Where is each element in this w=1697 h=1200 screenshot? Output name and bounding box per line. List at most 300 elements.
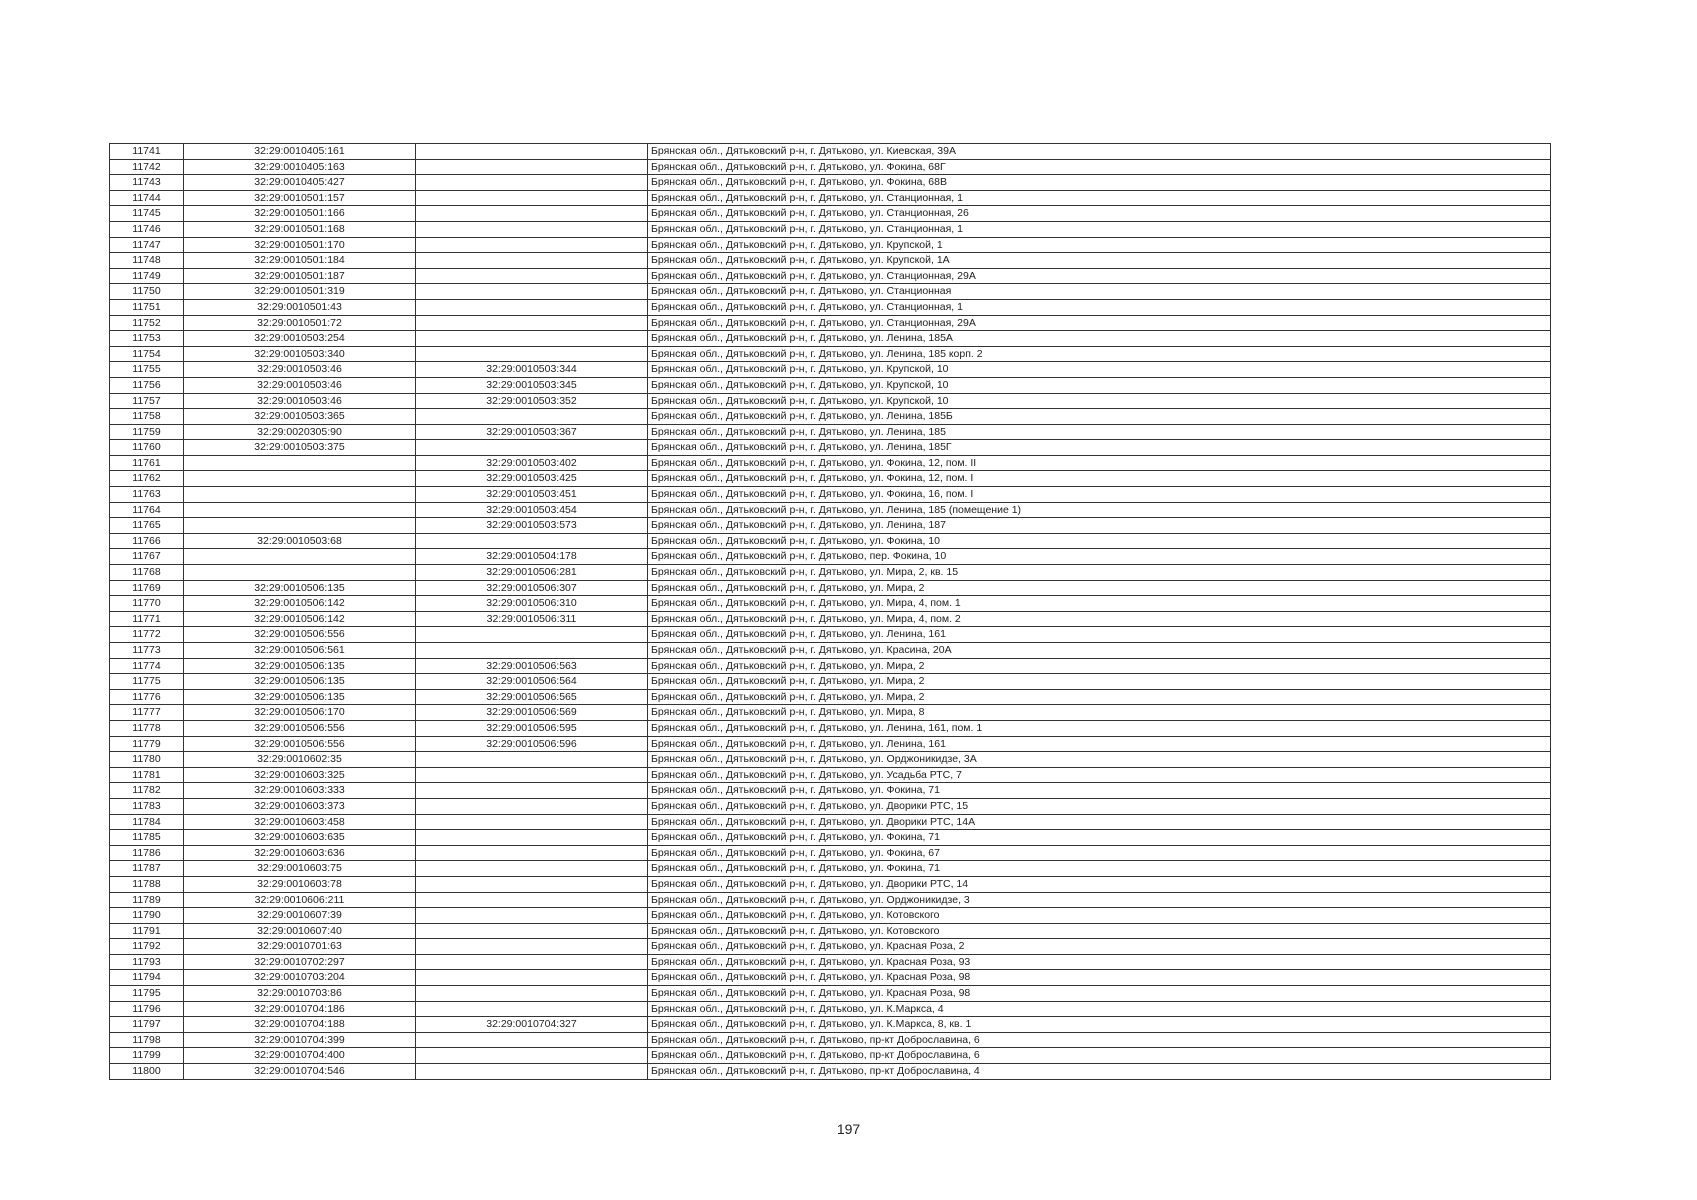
- table-row: [110, 954, 1551, 970]
- table-row: [110, 830, 1551, 846]
- row-number-cell: 11769: [110, 580, 184, 596]
- related-cadastral-number-cell: [416, 1048, 648, 1064]
- table-row: [110, 908, 1551, 924]
- row-number-cell: 11794: [110, 970, 184, 986]
- address-cell: Брянская обл., Дятьковский р-н, г. Дятьково, ул. Красина, 20А: [648, 643, 1551, 659]
- cadastral-number-cell: 32:29:0010702:297: [184, 954, 416, 970]
- row-number-cell: 11797: [110, 1017, 184, 1033]
- address-cell: Брянская обл., Дятьковский р-н, г. Дятьково, ул. Ленина, 161: [648, 736, 1551, 752]
- cadastral-number-cell: [184, 487, 416, 503]
- related-cadastral-number-cell: [416, 752, 648, 768]
- table-row: [110, 892, 1551, 908]
- address-cell: Брянская обл., Дятьковский р-н, г. Дятьково, ул. Ленина, 187: [648, 518, 1551, 534]
- cadastral-number-cell: [184, 565, 416, 581]
- table-row: [110, 876, 1551, 892]
- table-row: [110, 377, 1551, 393]
- cadastral-number-cell: 32:29:0010501:184: [184, 253, 416, 269]
- address-cell: Брянская обл., Дятьковский р-н, г. Дятьково, ул. Фокина, 71: [648, 783, 1551, 799]
- related-cadastral-number-cell: 32:29:0010503:573: [416, 518, 648, 534]
- related-cadastral-number-cell: [416, 409, 648, 425]
- address-cell: Брянская обл., Дятьковский р-н, г. Дятьково, ул. Фокина, 12, пом. I: [648, 471, 1551, 487]
- related-cadastral-number-cell: 32:29:0010503:451: [416, 487, 648, 503]
- address-cell: Брянская обл., Дятьковский р-н, г. Дятьково, пер. Фокина, 10: [648, 549, 1551, 565]
- row-number-cell: 11741: [110, 144, 184, 160]
- related-cadastral-number-cell: [416, 1001, 648, 1017]
- row-number-cell: 11783: [110, 798, 184, 814]
- address-cell: Брянская обл., Дятьковский р-н, г. Дятьково, ул. Станционная, 1: [648, 190, 1551, 206]
- cadastral-number-cell: 32:29:0010704:400: [184, 1048, 416, 1064]
- cadastral-number-cell: 32:29:0010506:142: [184, 596, 416, 612]
- table-row: [110, 299, 1551, 315]
- row-number-cell: 11792: [110, 939, 184, 955]
- related-cadastral-number-cell: [416, 783, 648, 799]
- cadastral-number-cell: 32:29:0010501:168: [184, 221, 416, 237]
- cadastral-number-cell: 32:29:0010503:365: [184, 409, 416, 425]
- table-row: [110, 331, 1551, 347]
- row-number-cell: 11750: [110, 284, 184, 300]
- table-row: [110, 221, 1551, 237]
- row-number-cell: 11743: [110, 175, 184, 191]
- table-row: [110, 315, 1551, 331]
- row-number-cell: 11796: [110, 1001, 184, 1017]
- address-cell: Брянская обл., Дятьковский р-н, г. Дятьково, пр-кт Доброславина, 6: [648, 1032, 1551, 1048]
- address-cell: Брянская обл., Дятьковский р-н, г. Дятьково, ул. Фокина, 10: [648, 533, 1551, 549]
- cadastral-number-cell: 32:29:0010602:35: [184, 752, 416, 768]
- cadastral-number-cell: 32:29:0010506:556: [184, 720, 416, 736]
- address-cell: Брянская обл., Дятьковский р-н, г. Дятьково, ул. Крупской, 10: [648, 377, 1551, 393]
- table-row: [110, 206, 1551, 222]
- table-row: [110, 783, 1551, 799]
- cadastral-number-cell: 32:29:0010603:458: [184, 814, 416, 830]
- address-cell: Брянская обл., Дятьковский р-н, г. Дятьково, ул. Мира, 8: [648, 705, 1551, 721]
- related-cadastral-number-cell: [416, 908, 648, 924]
- cadastral-number-cell: 32:29:0010603:78: [184, 876, 416, 892]
- related-cadastral-number-cell: 32:29:0010506:596: [416, 736, 648, 752]
- address-cell: Брянская обл., Дятьковский р-н, г. Дятьково, ул. Фокина, 68В: [648, 175, 1551, 191]
- cadastral-number-cell: 32:29:0010501:72: [184, 315, 416, 331]
- cadastral-number-cell: [184, 549, 416, 565]
- table-row: [110, 268, 1551, 284]
- address-cell: Брянская обл., Дятьковский р-н, г. Дятьково, ул. Фокина, 12, пом. II: [648, 455, 1551, 471]
- table-row: [110, 518, 1551, 534]
- cadastral-number-cell: 32:29:0010506:135: [184, 658, 416, 674]
- related-cadastral-number-cell: [416, 175, 648, 191]
- address-cell: Брянская обл., Дятьковский р-н, г. Дятьково, ул. Красная Роза, 93: [648, 954, 1551, 970]
- related-cadastral-number-cell: [416, 299, 648, 315]
- address-cell: Брянская обл., Дятьковский р-н, г. Дятьково, ул. Мира, 2: [648, 689, 1551, 705]
- address-cell: Брянская обл., Дятьковский р-н, г. Дятьково, ул. Киевская, 39А: [648, 144, 1551, 160]
- table-row: [110, 627, 1551, 643]
- row-number-cell: 11756: [110, 377, 184, 393]
- table-row: [110, 362, 1551, 378]
- cadastral-number-cell: [184, 471, 416, 487]
- related-cadastral-number-cell: [416, 190, 648, 206]
- address-cell: Брянская обл., Дятьковский р-н, г. Дятьково, ул. Мира, 2: [648, 658, 1551, 674]
- related-cadastral-number-cell: 32:29:0010506:569: [416, 705, 648, 721]
- address-cell: Брянская обл., Дятьковский р-н, г. Дятьково, ул. Красная Роза, 98: [648, 986, 1551, 1002]
- related-cadastral-number-cell: [416, 253, 648, 269]
- related-cadastral-number-cell: [416, 970, 648, 986]
- related-cadastral-number-cell: [416, 830, 648, 846]
- related-cadastral-number-cell: [416, 861, 648, 877]
- row-number-cell: 11745: [110, 206, 184, 222]
- table-row: [110, 1001, 1551, 1017]
- address-cell: Брянская обл., Дятьковский р-н, г. Дятьково, ул. Фокина, 16, пом. I: [648, 487, 1551, 503]
- table-row: [110, 845, 1551, 861]
- cadastral-number-cell: 32:29:0010506:561: [184, 643, 416, 659]
- row-number-cell: 11781: [110, 767, 184, 783]
- cadastral-number-cell: 32:29:0010603:333: [184, 783, 416, 799]
- cadastral-number-cell: 32:29:0010506:135: [184, 689, 416, 705]
- page-number: 197: [836, 1121, 861, 1137]
- cadastral-number-cell: 32:29:0010405:163: [184, 159, 416, 175]
- table-row: [110, 705, 1551, 721]
- related-cadastral-number-cell: [416, 643, 648, 659]
- address-cell: Брянская обл., Дятьковский р-н, г. Дятьково, ул. Дворики РТС, 15: [648, 798, 1551, 814]
- address-cell: Брянская обл., Дятьковский р-н, г. Дятьково, ул. Орджоникидзе, 3: [648, 892, 1551, 908]
- cadastral-number-cell: 32:29:0010704:399: [184, 1032, 416, 1048]
- related-cadastral-number-cell: [416, 533, 648, 549]
- address-cell: Брянская обл., Дятьковский р-н, г. Дятьково, ул. Красная Роза, 98: [648, 970, 1551, 986]
- address-cell: Брянская обл., Дятьковский р-н, г. Дятьково, ул. Ленина, 185 корп. 2: [648, 346, 1551, 362]
- cadastral-number-cell: 32:29:0010503:46: [184, 377, 416, 393]
- address-cell: Брянская обл., Дятьковский р-н, г. Дятьково, пр-кт Доброславина, 6: [648, 1048, 1551, 1064]
- row-number-cell: 11774: [110, 658, 184, 674]
- cadastral-number-cell: 32:29:0010506:556: [184, 736, 416, 752]
- row-number-cell: 11799: [110, 1048, 184, 1064]
- address-cell: Брянская обл., Дятьковский р-н, г. Дятьково, ул. Станционная: [648, 284, 1551, 300]
- related-cadastral-number-cell: 32:29:0010506:307: [416, 580, 648, 596]
- table-row: [110, 674, 1551, 690]
- related-cadastral-number-cell: 32:29:0010503:344: [416, 362, 648, 378]
- address-cell: Брянская обл., Дятьковский р-н, г. Дятьково, ул. Фокина, 71: [648, 830, 1551, 846]
- cadastral-number-cell: 32:29:0010607:40: [184, 923, 416, 939]
- table-row: [110, 814, 1551, 830]
- row-number-cell: 11766: [110, 533, 184, 549]
- cadastral-number-cell: 32:29:0010704:186: [184, 1001, 416, 1017]
- table-row: [110, 923, 1551, 939]
- address-cell: Брянская обл., Дятьковский р-н, г. Дятьково, ул. К.Маркса, 4: [648, 1001, 1551, 1017]
- row-number-cell: 11754: [110, 346, 184, 362]
- address-cell: Брянская обл., Дятьковский р-н, г. Дятьково, ул. Ленина, 185А: [648, 331, 1551, 347]
- row-number-cell: 11795: [110, 986, 184, 1002]
- cadastral-number-cell: 32:29:0010501:43: [184, 299, 416, 315]
- table-row: [110, 611, 1551, 627]
- related-cadastral-number-cell: [416, 767, 648, 783]
- row-number-cell: 11753: [110, 331, 184, 347]
- related-cadastral-number-cell: 32:29:0010503:345: [416, 377, 648, 393]
- related-cadastral-number-cell: [416, 845, 648, 861]
- table-row: [110, 986, 1551, 1002]
- cadastral-number-cell: 32:29:0010503:46: [184, 362, 416, 378]
- row-number-cell: 11777: [110, 705, 184, 721]
- table-row: [110, 549, 1551, 565]
- related-cadastral-number-cell: [416, 346, 648, 362]
- row-number-cell: 11759: [110, 424, 184, 440]
- row-number-cell: 11786: [110, 845, 184, 861]
- table-row: [110, 502, 1551, 518]
- row-number-cell: 11747: [110, 237, 184, 253]
- row-number-cell: 11748: [110, 253, 184, 269]
- related-cadastral-number-cell: [416, 939, 648, 955]
- cadastral-number-cell: 32:29:0010506:556: [184, 627, 416, 643]
- address-cell: Брянская обл., Дятьковский р-н, г. Дятьково, ул. Станционная, 26: [648, 206, 1551, 222]
- table-row: [110, 658, 1551, 674]
- row-number-cell: 11800: [110, 1064, 184, 1080]
- cadastral-number-cell: 32:29:0010704:188: [184, 1017, 416, 1033]
- table-row: [110, 798, 1551, 814]
- cadastral-number-cell: 32:29:0010501:170: [184, 237, 416, 253]
- related-cadastral-number-cell: 32:29:0010506:565: [416, 689, 648, 705]
- related-cadastral-number-cell: 32:29:0010503:367: [416, 424, 648, 440]
- related-cadastral-number-cell: 32:29:0010506:595: [416, 720, 648, 736]
- related-cadastral-number-cell: [416, 627, 648, 643]
- cadastral-number-cell: [184, 518, 416, 534]
- related-cadastral-number-cell: 32:29:0010503:425: [416, 471, 648, 487]
- row-number-cell: 11787: [110, 861, 184, 877]
- table-row: [110, 455, 1551, 471]
- register-table-body: [110, 144, 1551, 1080]
- cadastral-number-cell: 32:29:0010603:636: [184, 845, 416, 861]
- table-row: [110, 440, 1551, 456]
- row-number-cell: 11773: [110, 643, 184, 659]
- table-row: [110, 409, 1551, 425]
- row-number-cell: 11749: [110, 268, 184, 284]
- cadastral-number-cell: 32:29:0010501:187: [184, 268, 416, 284]
- address-cell: Брянская обл., Дятьковский р-н, г. Дятьково, ул. К.Маркса, 8, кв. 1: [648, 1017, 1551, 1033]
- related-cadastral-number-cell: [416, 814, 648, 830]
- table-row: [110, 471, 1551, 487]
- cadastral-number-cell: 32:29:0010506:135: [184, 674, 416, 690]
- cadastral-number-cell: 32:29:0010503:375: [184, 440, 416, 456]
- related-cadastral-number-cell: [416, 1032, 648, 1048]
- address-cell: Брянская обл., Дятьковский р-н, г. Дятьково, ул. Станционная, 1: [648, 221, 1551, 237]
- cadastral-number-cell: 32:29:0010607:39: [184, 908, 416, 924]
- cadastral-number-cell: 32:29:0010603:635: [184, 830, 416, 846]
- table-row: [110, 393, 1551, 409]
- row-number-cell: 11757: [110, 393, 184, 409]
- row-number-cell: 11767: [110, 549, 184, 565]
- related-cadastral-number-cell: [416, 237, 648, 253]
- table-row: [110, 1032, 1551, 1048]
- related-cadastral-number-cell: [416, 331, 648, 347]
- row-number-cell: 11772: [110, 627, 184, 643]
- table-row: [110, 580, 1551, 596]
- related-cadastral-number-cell: [416, 221, 648, 237]
- row-number-cell: 11791: [110, 923, 184, 939]
- row-number-cell: 11798: [110, 1032, 184, 1048]
- address-cell: Брянская обл., Дятьковский р-н, г. Дятьково, ул. Крупской, 1А: [648, 253, 1551, 269]
- address-cell: Брянская обл., Дятьковский р-н, г. Дятьково, пр-кт Доброславина, 4: [648, 1064, 1551, 1080]
- row-number-cell: 11755: [110, 362, 184, 378]
- table-row: [110, 175, 1551, 191]
- row-number-cell: 11782: [110, 783, 184, 799]
- table-row: [110, 190, 1551, 206]
- row-number-cell: 11778: [110, 720, 184, 736]
- address-cell: Брянская обл., Дятьковский р-н, г. Дятьково, ул. Фокина, 67: [648, 845, 1551, 861]
- related-cadastral-number-cell: 32:29:0010506:311: [416, 611, 648, 627]
- table-row: [110, 144, 1551, 160]
- address-cell: Брянская обл., Дятьковский р-н, г. Дятьково, ул. Орджоникидзе, 3А: [648, 752, 1551, 768]
- address-cell: Брянская обл., Дятьковский р-н, г. Дятьково, ул. Мира, 2: [648, 580, 1551, 596]
- address-cell: Брянская обл., Дятьковский р-н, г. Дятьково, ул. Ленина, 161, пом. 1: [648, 720, 1551, 736]
- address-cell: Брянская обл., Дятьковский р-н, г. Дятьково, ул. Мира, 4, пом. 1: [648, 596, 1551, 612]
- address-cell: Брянская обл., Дятьковский р-н, г. Дятьково, ул. Красная Роза, 2: [648, 939, 1551, 955]
- table-row: [110, 736, 1551, 752]
- related-cadastral-number-cell: [416, 159, 648, 175]
- related-cadastral-number-cell: 32:29:0010704:327: [416, 1017, 648, 1033]
- related-cadastral-number-cell: 32:29:0010506:310: [416, 596, 648, 612]
- table-row: [110, 533, 1551, 549]
- register-table: [109, 143, 1551, 1080]
- row-number-cell: 11744: [110, 190, 184, 206]
- address-cell: Брянская обл., Дятьковский р-н, г. Дятьково, ул. Котовского: [648, 908, 1551, 924]
- table-row: [110, 237, 1551, 253]
- row-number-cell: 11762: [110, 471, 184, 487]
- row-number-cell: 11764: [110, 502, 184, 518]
- row-number-cell: 11763: [110, 487, 184, 503]
- row-number-cell: 11765: [110, 518, 184, 534]
- related-cadastral-number-cell: [416, 876, 648, 892]
- row-number-cell: 11785: [110, 830, 184, 846]
- related-cadastral-number-cell: [416, 1064, 648, 1080]
- address-cell: Брянская обл., Дятьковский р-н, г. Дятьково, ул. Ленина, 185: [648, 424, 1551, 440]
- cadastral-number-cell: 32:29:0010703:204: [184, 970, 416, 986]
- cadastral-number-cell: 32:29:0010703:86: [184, 986, 416, 1002]
- table-row: [110, 861, 1551, 877]
- address-cell: Брянская обл., Дятьковский р-н, г. Дятьково, ул. Дворики РТС, 14А: [648, 814, 1551, 830]
- table-row: [110, 346, 1551, 362]
- address-cell: Брянская обл., Дятьковский р-н, г. Дятьково, ул. Мира, 4, пом. 2: [648, 611, 1551, 627]
- row-number-cell: 11790: [110, 908, 184, 924]
- address-cell: Брянская обл., Дятьковский р-н, г. Дятьково, ул. Ленина, 185Б: [648, 409, 1551, 425]
- cadastral-number-cell: [184, 455, 416, 471]
- cadastral-number-cell: 32:29:0010506:135: [184, 580, 416, 596]
- address-cell: Брянская обл., Дятьковский р-н, г. Дятьково, ул. Дворики РТС, 14: [648, 876, 1551, 892]
- table-row: [110, 487, 1551, 503]
- row-number-cell: 11768: [110, 565, 184, 581]
- cadastral-number-cell: 32:29:0010606:211: [184, 892, 416, 908]
- address-cell: Брянская обл., Дятьковский р-н, г. Дятьково, ул. Станционная, 29А: [648, 268, 1551, 284]
- address-cell: Брянская обл., Дятьковский р-н, г. Дятьково, ул. Крупской, 1: [648, 237, 1551, 253]
- row-number-cell: 11771: [110, 611, 184, 627]
- cadastral-number-cell: 32:29:0010603:373: [184, 798, 416, 814]
- related-cadastral-number-cell: [416, 892, 648, 908]
- cadastral-number-cell: 32:29:0010501:157: [184, 190, 416, 206]
- row-number-cell: 11752: [110, 315, 184, 331]
- related-cadastral-number-cell: 32:29:0010504:178: [416, 549, 648, 565]
- cadastral-number-cell: 32:29:0010603:325: [184, 767, 416, 783]
- row-number-cell: 11758: [110, 409, 184, 425]
- related-cadastral-number-cell: [416, 954, 648, 970]
- cadastral-number-cell: 32:29:0020305:90: [184, 424, 416, 440]
- address-cell: Брянская обл., Дятьковский р-н, г. Дятьково, ул. Мира, 2: [648, 674, 1551, 690]
- cadastral-number-cell: [184, 502, 416, 518]
- cadastral-number-cell: 32:29:0010603:75: [184, 861, 416, 877]
- table-row: [110, 970, 1551, 986]
- table-row: [110, 767, 1551, 783]
- table-row: [110, 424, 1551, 440]
- cadastral-number-cell: 32:29:0010405:161: [184, 144, 416, 160]
- cadastral-number-cell: 32:29:0010701:63: [184, 939, 416, 955]
- table-row: [110, 565, 1551, 581]
- cadastral-number-cell: 32:29:0010405:427: [184, 175, 416, 191]
- related-cadastral-number-cell: [416, 798, 648, 814]
- row-number-cell: 11775: [110, 674, 184, 690]
- table-row: [110, 643, 1551, 659]
- row-number-cell: 11779: [110, 736, 184, 752]
- address-cell: Брянская обл., Дятьковский р-н, г. Дятьково, ул. Мира, 2, кв. 15: [648, 565, 1551, 581]
- table-row: [110, 752, 1551, 768]
- table-row: [110, 284, 1551, 300]
- table-row: [110, 159, 1551, 175]
- row-number-cell: 11780: [110, 752, 184, 768]
- related-cadastral-number-cell: [416, 986, 648, 1002]
- address-cell: Брянская обл., Дятьковский р-н, г. Дятьково, ул. Станционная, 1: [648, 299, 1551, 315]
- table-row: [110, 1048, 1551, 1064]
- table-row: [110, 1017, 1551, 1033]
- row-number-cell: 11793: [110, 954, 184, 970]
- related-cadastral-number-cell: [416, 144, 648, 160]
- table-row: [110, 1064, 1551, 1080]
- row-number-cell: 11788: [110, 876, 184, 892]
- table-row: [110, 939, 1551, 955]
- row-number-cell: 11789: [110, 892, 184, 908]
- table-row: [110, 720, 1551, 736]
- cadastral-number-cell: 32:29:0010501:319: [184, 284, 416, 300]
- address-cell: Брянская обл., Дятьковский р-н, г. Дятьково, ул. Фокина, 68Г: [648, 159, 1551, 175]
- address-cell: Брянская обл., Дятьковский р-н, г. Дятьково, ул. Станционная, 29А: [648, 315, 1551, 331]
- cadastral-number-cell: 32:29:0010503:68: [184, 533, 416, 549]
- row-number-cell: 11746: [110, 221, 184, 237]
- address-cell: Брянская обл., Дятьковский р-н, г. Дятьково, ул. Ленина, 185Г: [648, 440, 1551, 456]
- cadastral-number-cell: 32:29:0010501:166: [184, 206, 416, 222]
- address-cell: Брянская обл., Дятьковский р-н, г. Дятьково, ул. Котовского: [648, 923, 1551, 939]
- related-cadastral-number-cell: [416, 284, 648, 300]
- address-cell: Брянская обл., Дятьковский р-н, г. Дятьково, ул. Ленина, 161: [648, 627, 1551, 643]
- row-number-cell: 11751: [110, 299, 184, 315]
- related-cadastral-number-cell: [416, 268, 648, 284]
- address-cell: Брянская обл., Дятьковский р-н, г. Дятьково, ул. Крупской, 10: [648, 362, 1551, 378]
- related-cadastral-number-cell: [416, 315, 648, 331]
- address-cell: Брянская обл., Дятьковский р-н, г. Дятьково, ул. Крупской, 10: [648, 393, 1551, 409]
- address-cell: Брянская обл., Дятьковский р-н, г. Дятьково, ул. Усадьба РТС, 7: [648, 767, 1551, 783]
- row-number-cell: 11761: [110, 455, 184, 471]
- row-number-cell: 11770: [110, 596, 184, 612]
- related-cadastral-number-cell: 32:29:0010503:454: [416, 502, 648, 518]
- related-cadastral-number-cell: 32:29:0010503:402: [416, 455, 648, 471]
- related-cadastral-number-cell: 32:29:0010506:564: [416, 674, 648, 690]
- related-cadastral-number-cell: 32:29:0010506:563: [416, 658, 648, 674]
- address-cell: Брянская обл., Дятьковский р-н, г. Дятьково, ул. Ленина, 185 (помещение 1): [648, 502, 1551, 518]
- cadastral-number-cell: 32:29:0010506:170: [184, 705, 416, 721]
- address-cell: Брянская обл., Дятьковский р-н, г. Дятьково, ул. Фокина, 71: [648, 861, 1551, 877]
- related-cadastral-number-cell: [416, 440, 648, 456]
- row-number-cell: 11776: [110, 689, 184, 705]
- row-number-cell: 11742: [110, 159, 184, 175]
- cadastral-number-cell: 32:29:0010506:142: [184, 611, 416, 627]
- row-number-cell: 11760: [110, 440, 184, 456]
- row-number-cell: 11784: [110, 814, 184, 830]
- related-cadastral-number-cell: [416, 923, 648, 939]
- table-row: [110, 253, 1551, 269]
- cadastral-number-cell: 32:29:0010503:254: [184, 331, 416, 347]
- cadastral-number-cell: 32:29:0010503:340: [184, 346, 416, 362]
- related-cadastral-number-cell: 32:29:0010506:281: [416, 565, 648, 581]
- related-cadastral-number-cell: 32:29:0010503:352: [416, 393, 648, 409]
- cadastral-number-cell: 32:29:0010503:46: [184, 393, 416, 409]
- table-row: [110, 596, 1551, 612]
